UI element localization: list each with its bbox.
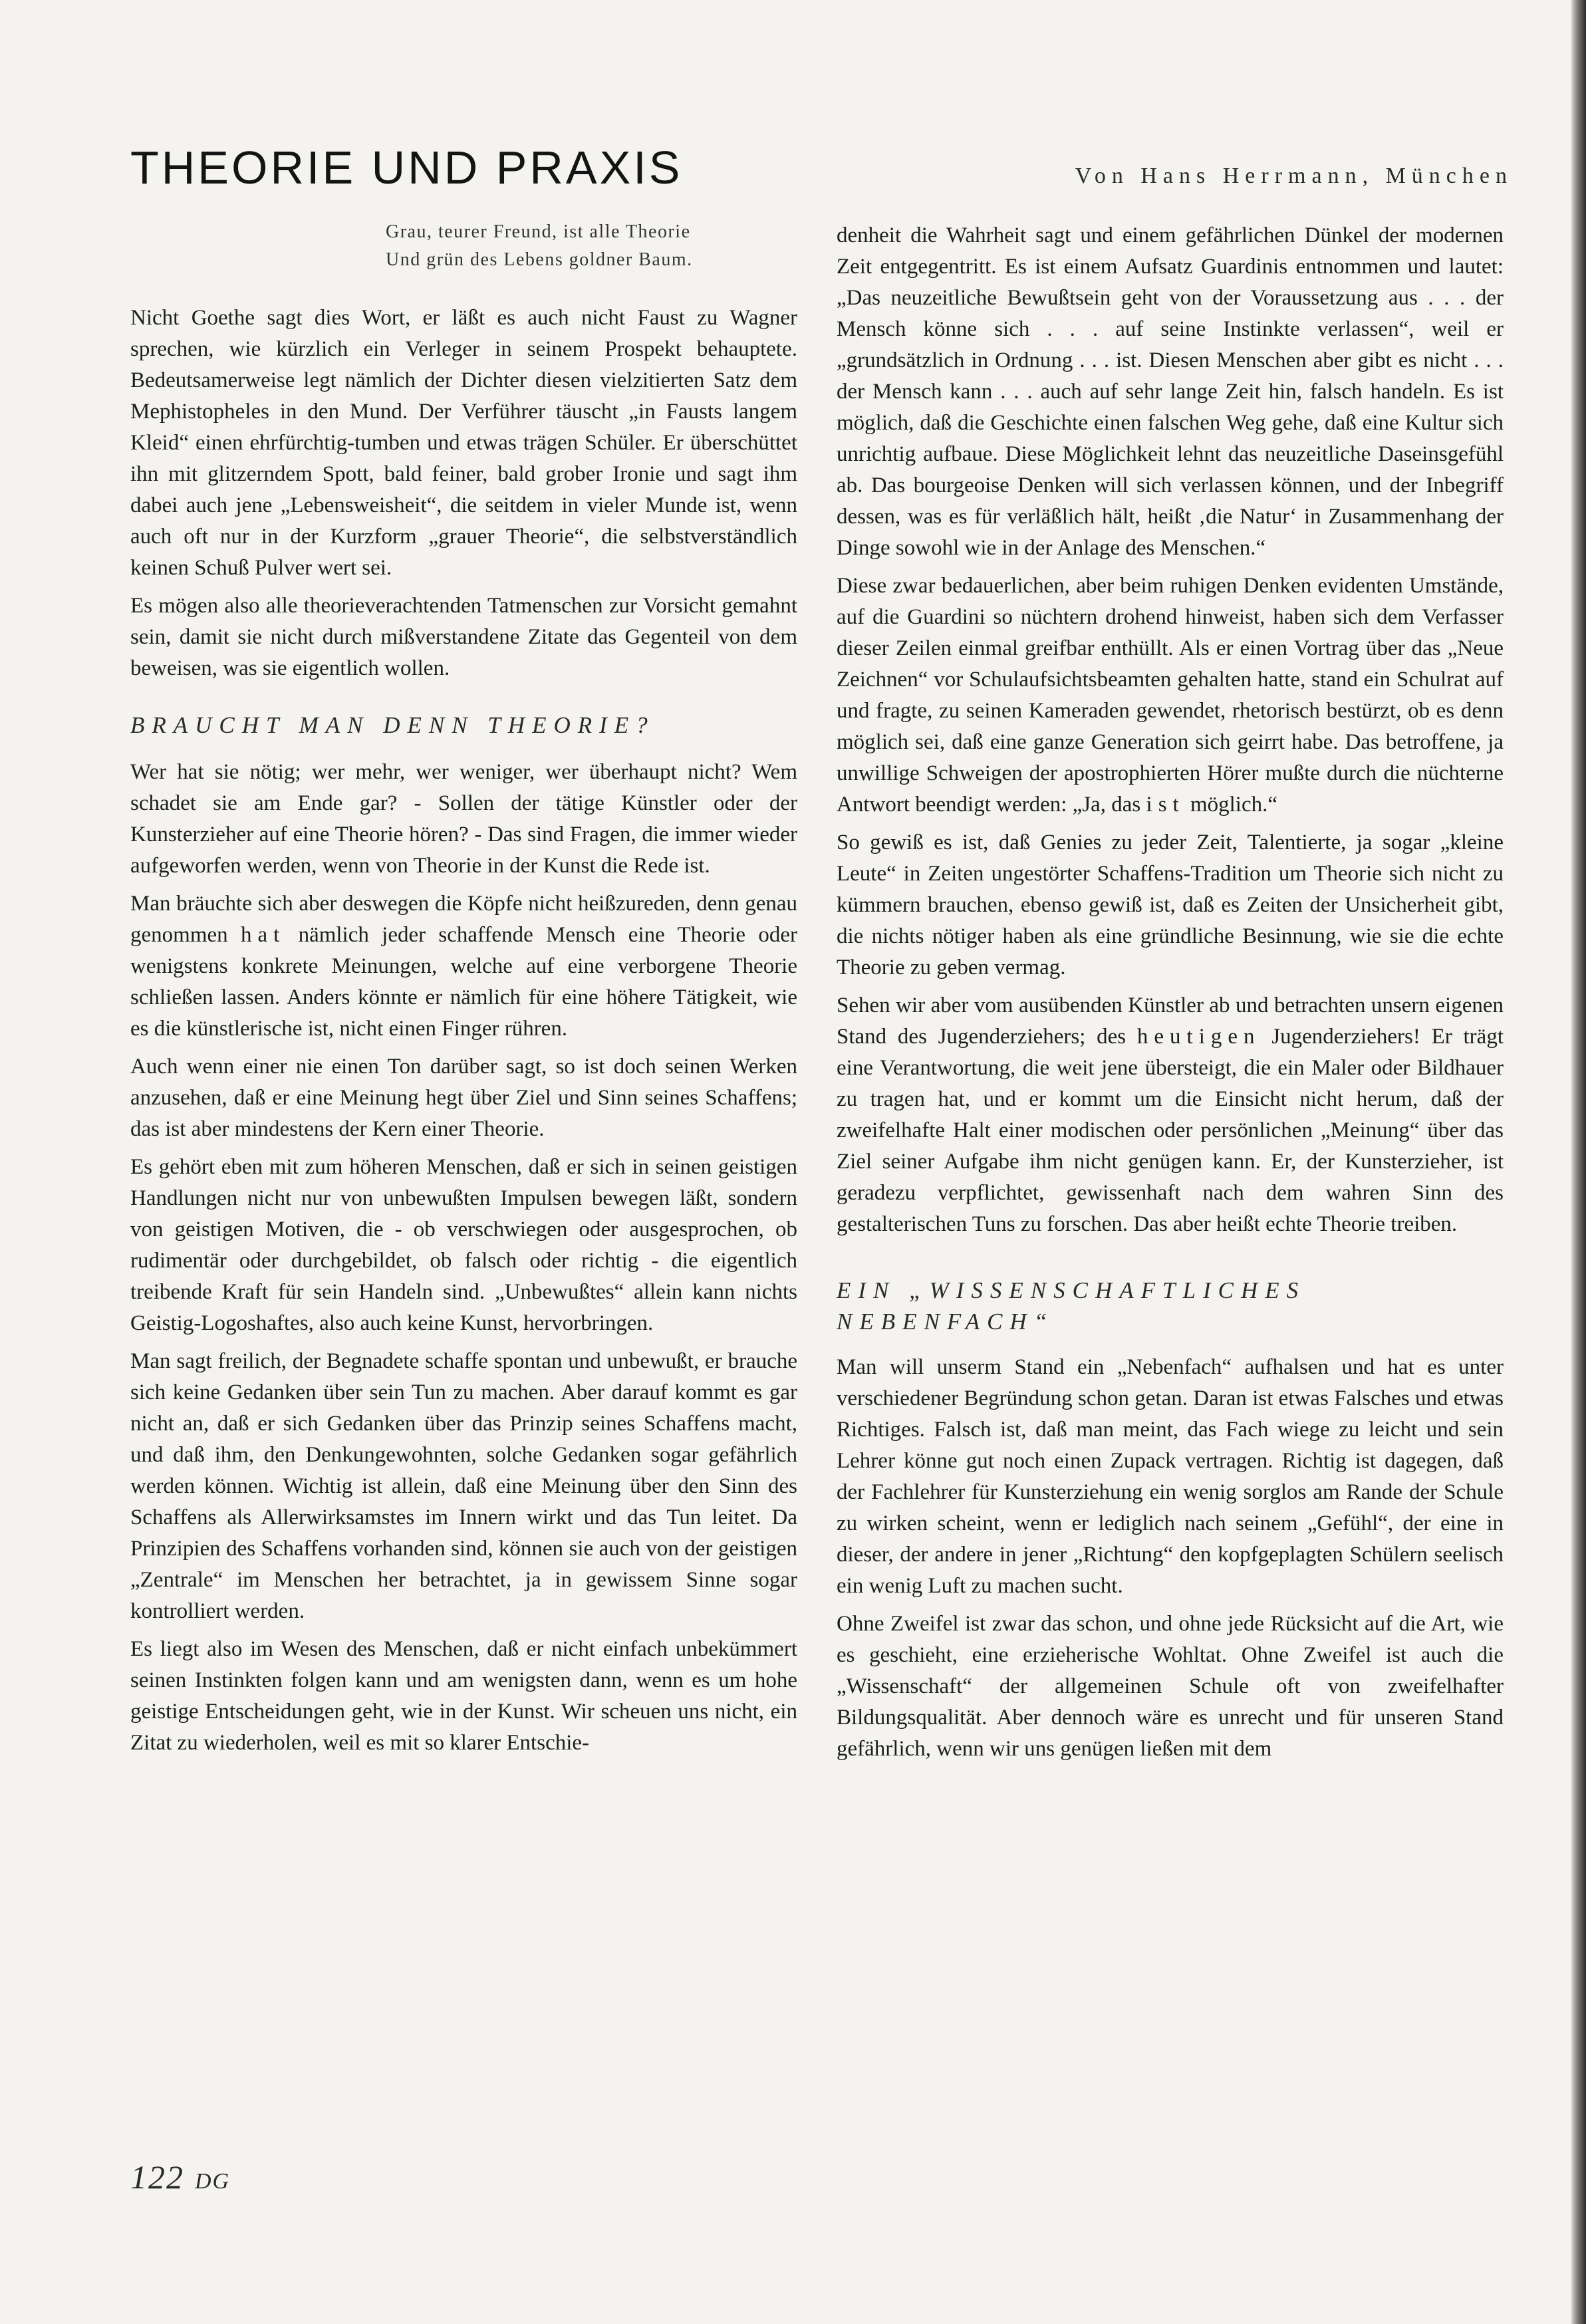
epigraph bbox=[386, 218, 785, 274]
paragraph: Es mögen also alle theorieverachtenden Tatmenschen zur Vorsicht gemahnt sein, damit sie nicht durch mißverstandene Zitate das Gegenteil von dem beweisen, was sie eigentlich wollen. bbox=[130, 594, 797, 680]
article-title: THEORIE UND PRAXIS bbox=[130, 142, 683, 194]
paragraph bbox=[837, 990, 1504, 1240]
paragraph-text: Diese zwar bedauerlichen, aber beim ruhigen Denken evidenten Umstände, auf die Guardini so nüchtern drohend hinweist, haben sich dem Verfasser dieser Zeilen einmal greifbar enthüllt. Als er einen Vortrag über das „Neue Zeichnen“ vor Schulaufsichtsbeamten gehalten hatte, stand ein Schulrat auf und fragte, zu seinen Kameraden gewendet, rhetorisch bestürzt, ob es denn möglich sei, daß eine ganze Generation sich geirrt habe. Das betroffene, ja unwillige Schweigen der apostrophierten Hörer mußte durch die nüchterne Antwort beendigt werden: „Ja, das bbox=[837, 574, 1504, 817]
paragraph: So gewiß es ist, daß Genies zu jeder Zeit, Talentierte, ja sogar „kleine Leute“ in Zeiten ungestörter Schaffens-Tradition um Theorie sich nicht zu kümmern brauchen, ebenso gewiß ist, daß es Zeiten der Unsicherheit gibt, die nichts nötiger haben als eine gründliche Besinnung, wie sie die echte Theorie zu geben vermag. bbox=[837, 831, 1504, 979]
magazine-abbreviation: DG bbox=[195, 2169, 231, 2194]
paragraph: Es liegt also im Wesen des Menschen, daß er nicht einfach unbekümmert seinen Instinkten folgen kann und am wenigsten dann, wenn es um hohe geistige Entscheidungen geht, wie in der Kunst. Wir scheuen uns nicht, ein Zitat zu wiederholen, weil es mit so klarer Entschie- bbox=[130, 1637, 797, 1755]
left-column bbox=[130, 303, 797, 1765]
page-footer bbox=[130, 2158, 230, 2196]
section-heading: EIN „WISSENSCHAFTLICHES NEBENFACH“ bbox=[837, 1277, 1306, 1335]
paragraph: Wer hat sie nötig; wer mehr, wer weniger, wer überhaupt nicht? Wem schadet sie am Ende gar? - Sollen der tätige Künstler oder der Kunsterzieher auf eine Theorie hören? - Das sind Fragen, die immer wieder aufgeworfen werden, wenn von Theorie in der Kunst die Rede ist. bbox=[130, 760, 797, 878]
paragraph: Auch wenn einer nie einen Ton darüber sagt, so ist doch seinen Werken anzusehen, daß er eine Meinung hegt über Ziel und Sinn seines Schaffens; das ist aber mindestens der Kern einer Theorie. bbox=[130, 1055, 797, 1141]
spaced-emphasis: heutigen bbox=[1136, 1025, 1261, 1049]
paragraph: Es gehört eben mit zum höheren Menschen, daß er sich in seinen geistigen Handlungen nicht nur von unbewußten Impulsen bewegen läßt, sondern von geistigen Motiven, die - ob verschwiegen oder ausgesprochen, ob rudimentär oder durchgebildet, ob falsch oder richtig - die eigentlich treibende Kraft für sein Handeln sind. „Unbewußtes“ allein kann nichts Geistig-Logoshaftes, also auch keine Kunst, hervorbringen. bbox=[130, 1155, 797, 1335]
paragraph-text: möglich.“ bbox=[1184, 793, 1278, 817]
paragraph: Man sagt freilich, der Begnadete schaffe spontan und unbewußt, er brauche sich keine Gedanken über sein Tun zu machen. Aber darauf kommt es gar nicht an, daß er sich Gedanken über das Prinzip seines Schaffens macht, und daß ihm, den Denkungewohnten, solche Gedanken sogar gefährlich werden können. Wichtig ist allein, daß eine Meinung über den Sinn des Schaffens als Allerwirksamstes im Innern wirkt und das Tun leitet. Da Prinzipien des Schaffens vorhanden sind, können sie auch von der geistigen „Zentrale“ im Menschen her betrachtet, ja in gewissem Sinne sogar kontrolliert werden. bbox=[130, 1349, 797, 1623]
paragraph-text: Man bräuchte sich aber deswegen die Köpfe nicht heißzureden, denn genau genommen bbox=[130, 892, 797, 947]
article-author: Von Hans Herrmann, München bbox=[1075, 164, 1513, 188]
paragraph: denheit die Wahrheit sagt und einem gefährlichen Dünkel der modernen Zeit entgegentritt. Es ist einem Aufsatz Guardinis entnommen und lautet: „Das neuzeitliche Bewußtsein geht von der Voraussetzung aus . . . der Mensch könne sich . . . auf seine Instinkte verlassen“, weil er „grundsätzlich in Ordnung . . . ist. Diesen Menschen aber gibt es nicht . . . der Mensch kann . . . auch auf sehr lange Zeit hin, falsch handeln. Es ist möglich, daß die Geschichte einen falschen Weg gehe, daß eine Kultur sich unrichtig aufbaue. Diese Möglichkeit lehnt das neuzeitliche Daseinsgefühl ab. Das bourgeoise Denken will sich verlassen können, und der Inbegriff dessen, was es für verläßlich hält, heißt ‚die Natur‘ in Zusammenhang der Dinge sowohl wie in der Anlage des Menschen.“ bbox=[837, 223, 1504, 560]
paragraph-text: nämlich jeder schaffende Mensch eine Theorie oder wenigstens konkrete Meinungen, welche auf eine verborgene Theorie schließen lassen. Anders könnte er nämlich für eine höhere Tätigkeit, wie es die künstlerische ist, nicht einen Finger rühren. bbox=[130, 923, 797, 1041]
spaced-emphasis: ist bbox=[1146, 793, 1185, 817]
paragraph bbox=[837, 571, 1504, 821]
spaced-emphasis: hat bbox=[240, 923, 286, 947]
epigraph-line-1: Grau, teurer Freund, ist alle Theorie bbox=[386, 221, 691, 242]
right-column bbox=[837, 220, 1504, 1771]
epigraph-line-2: Und grün des Lebens goldner Baum. bbox=[386, 249, 693, 270]
paragraph-text: Sehen wir aber vom ausübenden Künstler ab und betrachten unsern eigenen Stand des Jugenderziehers; des bbox=[837, 993, 1504, 1049]
paragraph: Man will unserm Stand ein „Nebenfach“ aufhalsen und hat es unter verschiedener Begründung schon getan. Daran ist etwas Falsches und etwas Richtiges. Falsch ist, daß man meint, das Fach wiege zu leicht und sein Lehrer könne gut noch einen Zupack vertragen. Richtig ist dagegen, daß der Fachlehrer für Kunsterziehung ein wenig sorglos am Rande der Schule zu wirken scheint, wenn er lediglich nach seinem „Gefühl“, der eine in dieser, der andere in jener „Richtung“ den kopfgeplagten Schülern seelisch ein wenig Luft zu machen sucht. bbox=[837, 1355, 1504, 1598]
page-binding-edge bbox=[1571, 0, 1586, 2324]
paragraph: Ohne Zweifel ist zwar das schon, und ohne jede Rücksicht auf die Art, wie es geschieht, eine erzieherische Wohltat. Ohne Zweifel ist auch die „Wissenschaft“ der allgemeinen Schule oft von zweifelhafter Bildungsqualität. Aber dennoch wäre es unrecht und für unseren Stand gefährlich, wenn wir uns genügen ließen mit dem bbox=[837, 1612, 1504, 1761]
page-number: 122 bbox=[130, 2158, 184, 2196]
paragraph-text: Jugenderziehers! Er trägt eine Verantwortung, die weit jene übersteigt, die ein Maler oder Bildhauer zu tragen hat, und er kommt um die Einsicht nicht herum, daß der zweifelhafte Halt einer modischen oder persönlichen „Meinung“ über das Ziel seiner Aufgabe ihm nicht genügen kann. Er, der Kunsterzieher, ist geradezu verpflichtet, gewissenhaft nach dem wahren Sinn des gestalterischen Tuns zu forschen. Das aber heißt echte Theorie treiben. bbox=[837, 1025, 1504, 1236]
section-heading: BRAUCHT MAN DENN THEORIE? bbox=[130, 712, 655, 738]
paragraph bbox=[130, 888, 797, 1045]
paragraph: Nicht Goethe sagt dies Wort, er läßt es auch nicht Faust zu Wagner sprechen, wie kürzlich ein Verleger in seinem Prospekt behauptete. Bedeutsamerweise legt nämlich der Dichter diesen vielzitierten Satz dem Mephistopheles in den Mund. Der Verführer täuscht „in Fausts langem Kleid“ einen ehrfürchtig-tumben und etwas trägen Schüler. Er überschüttet ihn mit glitzerndem Spott, bald feiner, bald grober Ironie und sagt ihm dabei auch jene „Lebensweisheit“, die seitdem in vieler Munde ist, wenn auch oft nur in der Kurzform „grauer Theorie“, die selbstverständlich keinen Schuß Pulver wert sei. bbox=[130, 306, 797, 580]
